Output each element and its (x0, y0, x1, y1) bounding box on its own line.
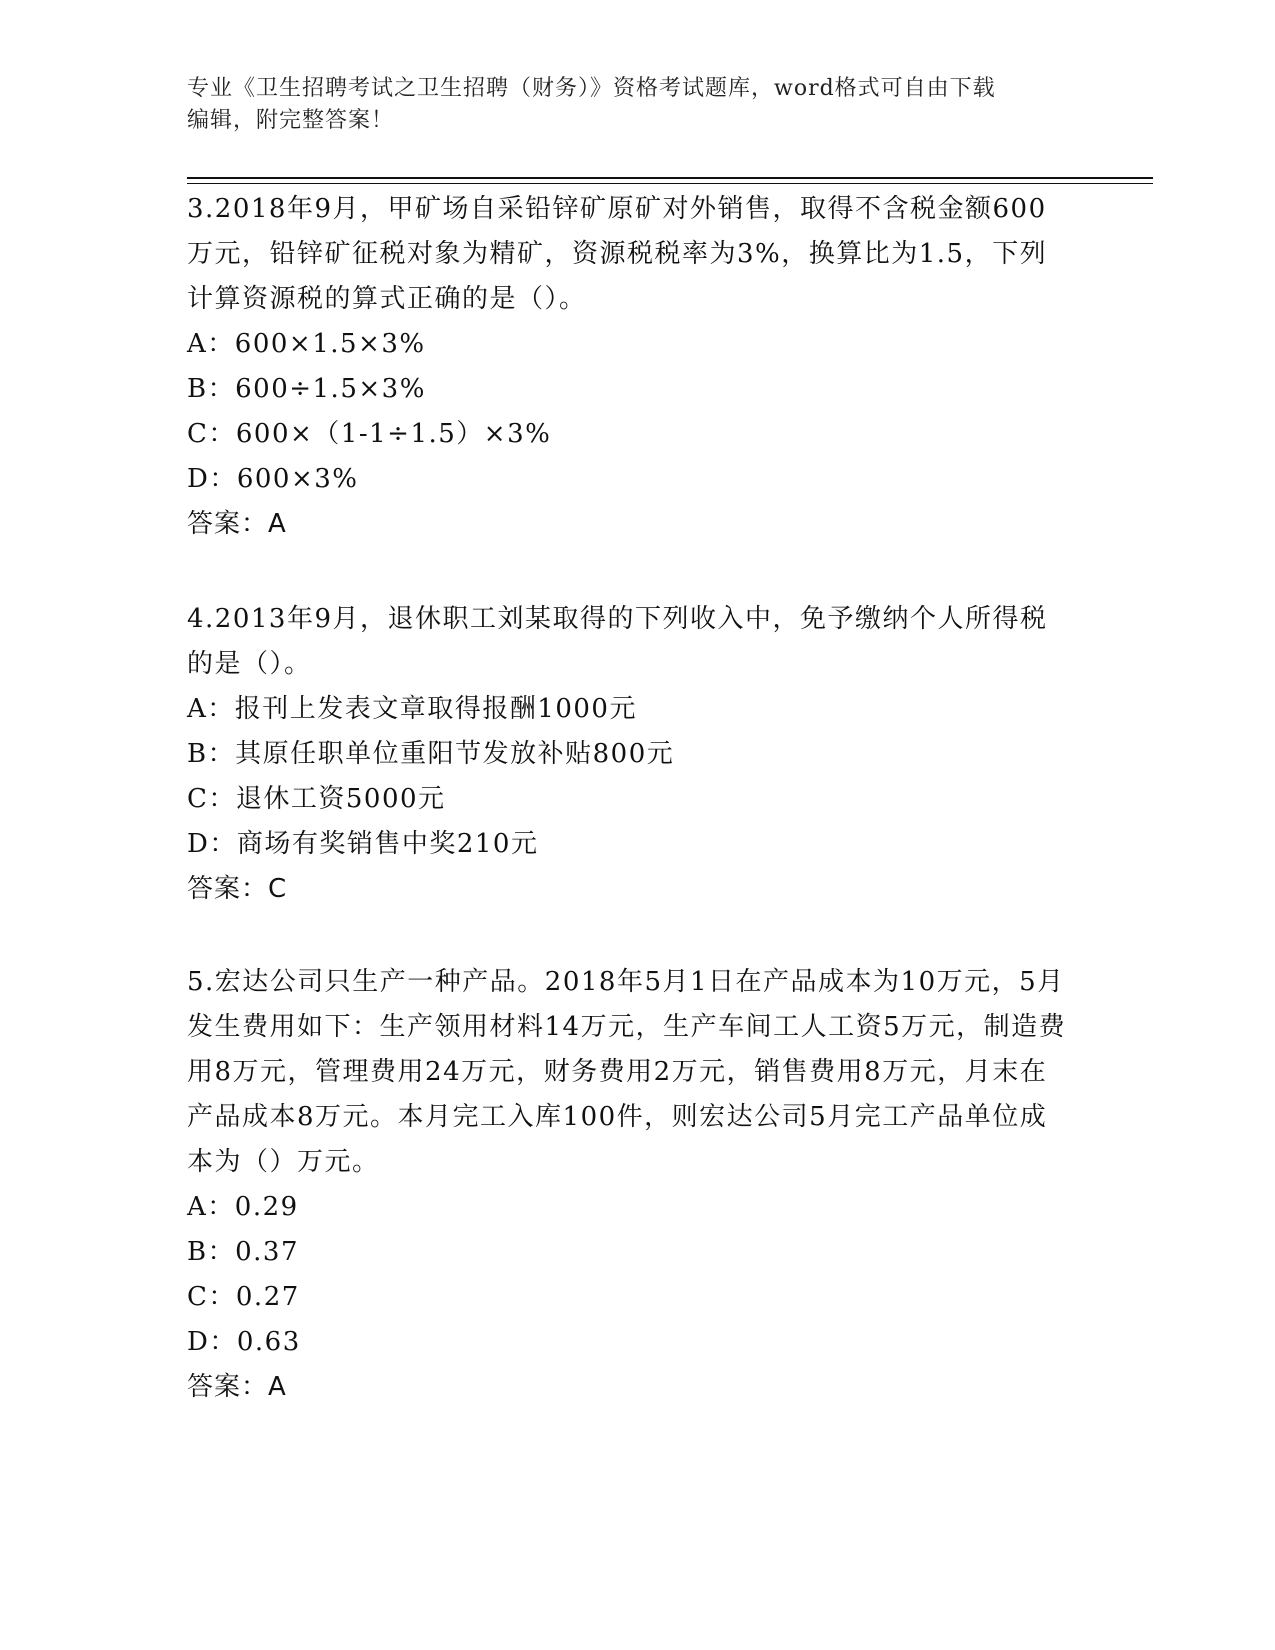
option-a: A：600×1.5×3% (187, 329, 426, 359)
option-b: B：600÷1.5×3% (187, 374, 426, 404)
option-c: C：0.27 (187, 1282, 300, 1312)
answer-line: 答案：C (187, 874, 288, 904)
header-line-2: 编辑，附完整答案！ (187, 108, 395, 133)
answer-line: 答案：A (187, 509, 287, 539)
question-stem: 4.2013年9月，退休职工刘某取得的下列收入中，免予缴纳个人所得税的是（）。 (187, 604, 1048, 679)
header-divider-thick (187, 177, 1153, 179)
option-d: D：0.63 (187, 1327, 301, 1357)
question-4 (187, 597, 1067, 912)
answer-line: 答案：A (187, 1372, 287, 1402)
question-5 (187, 960, 1067, 1410)
option-a: A：0.29 (187, 1192, 299, 1222)
document-header (187, 73, 1067, 137)
question-3 (187, 187, 1067, 547)
option-a: A：报刊上发表文章取得报酬1000元 (187, 694, 637, 724)
option-d: D：商场有奖销售中奖210元 (187, 829, 539, 859)
option-c: C：退休工资5000元 (187, 784, 446, 814)
header-line-1: 专业《卫生招聘考试之卫生招聘（财务）》资格考试题库，word格式可自由下载 (187, 76, 996, 101)
option-d: D：600×3% (187, 464, 359, 494)
header-divider-thin (187, 183, 1153, 184)
option-b: B：0.37 (187, 1237, 299, 1267)
question-stem: 5.宏达公司只生产一种产品。2018年5月1日在产品成本为10万元，5月发生费用如下：生产领用材料14万元，生产车间工人工资5万元，制造费用8万元，管理费用24万元，财务费用2万元，销售费用8万元，月末在产品成本8万元。本月完工入库100件，则宏达公司5月完工产品单位成本为（）万元。 (187, 967, 1067, 1177)
option-b: B：其原任职单位重阳节发放补贴800元 (187, 739, 675, 769)
option-c: C：600×（1-1÷1.5）×3% (187, 419, 552, 449)
question-stem: 3.2018年9月，甲矿场自采铅锌矿原矿对外销售，取得不含税金额600万元，铅锌矿征税对象为精矿，资源税税率为3%，换算比为1.5，下列计算资源税的算式正确的是（）。 (187, 194, 1048, 314)
